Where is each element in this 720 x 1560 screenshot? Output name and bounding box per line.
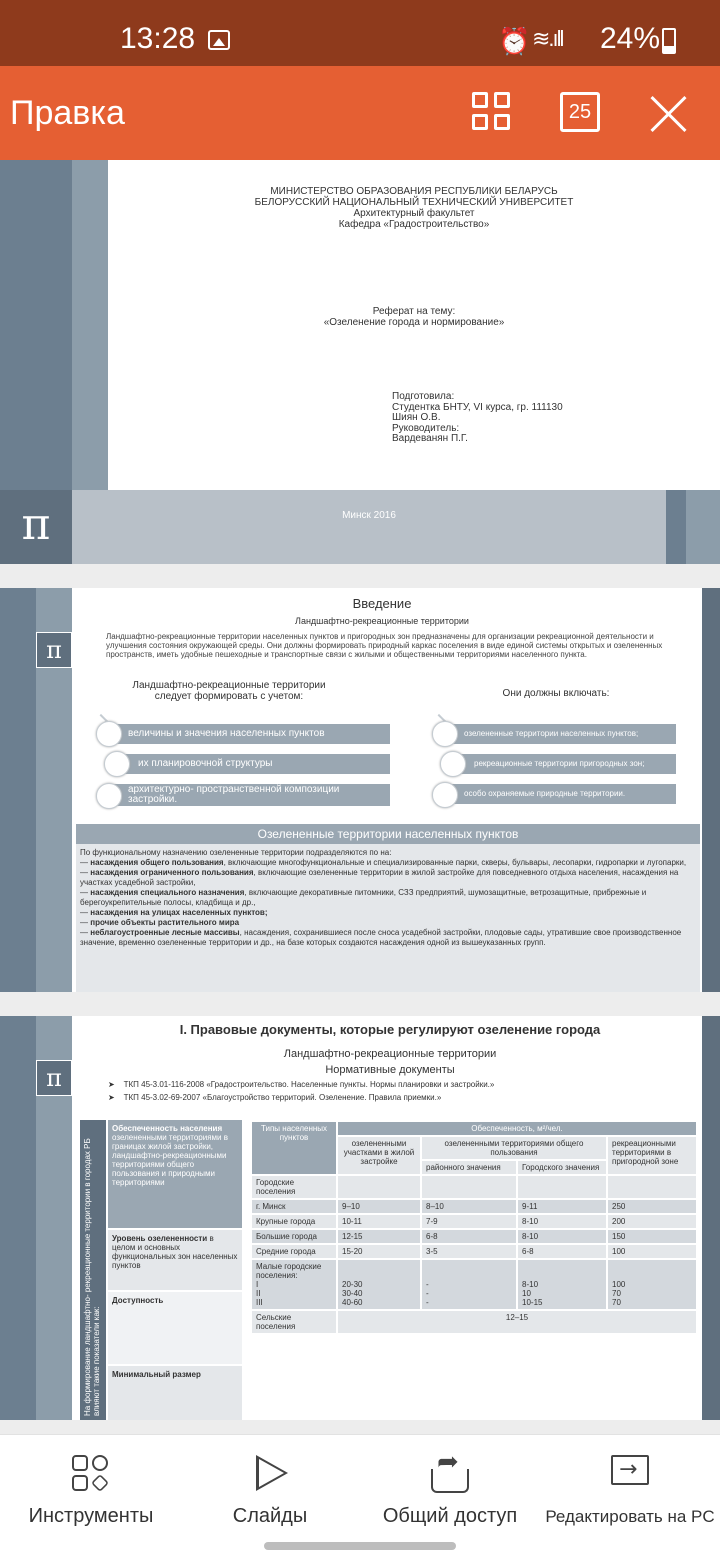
table-row: Сельские поселения 12–15: [251, 1310, 697, 1334]
ministry-block: [108, 186, 720, 230]
slide-3[interactable]: [0, 1016, 720, 1420]
col-header: Городского значения: [517, 1160, 607, 1175]
table-row: Средние города 15-20 3-5 6-8 100: [251, 1244, 697, 1259]
right-item: особо охраняемые природные территории.: [442, 784, 676, 804]
doc-bullet: ➤ ТКП 45-3.01-116-2008 «Градостроительство. Населенные пункты. Нормы планировки и застройки.»: [108, 1080, 495, 1089]
intro-text: Ландшафтно-рекреационные территории населенных пунктов и пригородных зон предназначены для организации рекреационной деятельности и улучшения состояния окружающей среды. Они должны формировать природный каркас поселения в виде единой системы открытых и озелененных пространств, иметь удобные пешеходные и транспортные связи с жилыми и общественными территориями населенного пункта.: [106, 632, 663, 659]
ministry-line: МИНИСТЕРСТВО ОБРАЗОВАНИЯ РЕСПУБЛИКИ БЕЛАРУСЬ: [270, 186, 558, 197]
decor-band: [72, 490, 666, 564]
ministry-line: Архитектурный факультет: [353, 208, 475, 219]
section-heading: Озелененные территории населенных пунктов: [76, 824, 700, 844]
bullet-circle-icon: [96, 721, 122, 747]
col-header: Типы населенных пунктов: [251, 1121, 337, 1175]
sign-line: Подготовила:: [392, 391, 455, 402]
decor-bar: [0, 588, 36, 992]
slide-subtitle: Нормативные документы: [325, 1064, 455, 1076]
table-row: г. Минск 9–10 8–10 9-11 250: [251, 1199, 697, 1214]
pi-logo-icon: π: [36, 632, 72, 668]
table-row: Большие города 12-15 6-8 8-10 150: [251, 1229, 697, 1244]
tools-label: Инструменты: [28, 1505, 154, 1527]
share-button[interactable]: [370, 1445, 530, 1545]
norms-table: [250, 1120, 698, 1335]
col-header: озелененными территориями общего пользования: [421, 1136, 607, 1160]
close-icon[interactable]: [648, 94, 688, 134]
col-header: Обеспеченность, м²/чел.: [337, 1121, 697, 1136]
signature-block: [392, 392, 563, 445]
topic-label: Реферат на тему:: [372, 306, 456, 317]
sign-line: Вардеванян П.Г.: [392, 433, 468, 444]
col-header: рекреационными территориями в пригородной зоне: [607, 1136, 697, 1175]
decor-bar: [686, 490, 720, 564]
table-row: Крупные города 10-11 7-9 8-10 200: [251, 1214, 697, 1229]
slide-1[interactable]: [0, 160, 720, 564]
slides-label: Слайды: [232, 1505, 308, 1527]
bullet-circle-icon: [432, 782, 458, 808]
slide-subtitle: Ландшафтно-рекреационные территории: [295, 616, 469, 626]
criterion: Обеспеченность населения озелененными территориями в границах жилой застройки, ландшафтно-рекреационными территориями общего пользования и природными территориями: [108, 1120, 242, 1228]
status-bar: [0, 0, 720, 66]
list-intro: По функциональному назначению озелененные территории подразделяются по на:: [80, 848, 392, 857]
edit-on-pc-label: Редактировать на PC: [545, 1507, 715, 1526]
bullet-circle-icon: [104, 751, 130, 777]
ministry-line: БЕЛОРУССКИЙ НАЦИОНАЛЬНЫЙ ТЕХНИЧЕСКИЙ УНИВЕРСИТЕТ: [254, 197, 574, 208]
wifi-icon: ≋.ıll: [532, 26, 563, 51]
decor-bar: [0, 160, 72, 490]
decor-bar: [702, 1016, 720, 1420]
alarm-icon: ⏰: [498, 26, 531, 56]
doc-bullet: ➤ ТКП 45-3.02-69-2007 «Благоустройство территорий. Озеленение. Правила приемки.»: [108, 1093, 442, 1102]
criterion: Минимальный размер: [108, 1366, 242, 1420]
sign-line: Студентка БНТУ, VI курса, гр. 111130: [392, 401, 563, 413]
decor-bar: [666, 490, 686, 564]
bullet-circle-icon: [440, 751, 466, 777]
sign-line: Шиян О.В.: [392, 412, 441, 423]
decor-bar: [72, 160, 108, 490]
bullet-circle-icon: [432, 721, 458, 747]
criterion: Доступность: [108, 1292, 242, 1364]
list-item: — прочие объекты растительного мира: [80, 918, 240, 927]
slide-2[interactable]: [0, 588, 720, 992]
status-time: 13:28: [120, 22, 196, 55]
app-bar: [0, 66, 720, 160]
pi-logo-icon: π: [0, 490, 72, 564]
list-item: — насаждения общего пользования, включающие многофункциональные и специализированные парки, скверы, бульвары, лесопарки, гидропарки и лугопарки,: [80, 858, 687, 867]
decor-bar: [702, 588, 720, 992]
slide-title: Введение: [352, 596, 412, 611]
home-indicator[interactable]: [264, 1542, 456, 1550]
left-item: архитектурно- пространственной композиции застройки.: [106, 784, 390, 806]
grid-view-icon[interactable]: [472, 92, 512, 132]
green-list: [76, 844, 700, 992]
decor-bar: [0, 1016, 36, 1420]
share-label: Общий доступ: [382, 1505, 518, 1527]
slide-subtitle: Ландшафтно-рекреационные территории: [283, 1048, 497, 1060]
image-icon: [208, 30, 230, 50]
list-item: — насаждения ограниченного пользования, включающие озелененные территории в жилой застройке для повседневного отдыха населения, насаждения на участках усадебной застройки,: [80, 868, 679, 887]
table-row: Городские поселения: [251, 1175, 697, 1199]
edit-on-pc-button[interactable]: [540, 1445, 720, 1545]
left-item: величины и значения населенных пунктов: [106, 724, 390, 744]
slide-title: I. Правовые документы, которые регулируют озеленение города: [179, 1022, 601, 1037]
vertical-label: На формирование ландшафтно- рекреационные территории в городах РБ влияют такие показатели как:: [80, 1120, 106, 1420]
left-heading: Ландшафтно-рекреационные территории следует формировать с учетом:: [132, 680, 326, 702]
battery-icon: [662, 28, 676, 54]
criterion: Уровень озелененности в целом и основных функциональных зон населенных пунктов: [108, 1230, 242, 1290]
topic-title: «Озеленение города и нормирование»: [323, 317, 505, 328]
right-item: рекреационные территории пригородных зон;: [452, 754, 676, 774]
share-icon: [431, 1469, 469, 1493]
pi-logo-icon: π: [36, 1060, 72, 1096]
page-count-button[interactable]: 25: [560, 92, 600, 132]
ministry-line: Кафедра «Градостроительство»: [338, 219, 490, 230]
sign-line: Руководитель:: [392, 422, 460, 434]
edit-on-pc-icon: [611, 1455, 649, 1485]
col-header: озелененными участками в жилой застройке: [337, 1136, 421, 1175]
city-year: Минск 2016: [342, 510, 396, 521]
slide-content: [76, 588, 700, 992]
tools-button[interactable]: [16, 1445, 166, 1545]
list-item: — насаждения специального назначения, включающие декоративные питомники, СЗЗ предприятий, шумозащитные, ветрозащитные, прибрежные и берегоукрепительные полосы, кладбища и др.,: [80, 888, 647, 907]
battery-text: 24%: [600, 22, 661, 55]
table-row: Малые городские поселения: I II III 20-30 30-40 40-60 - - - 8-10 10 10-15 100 70 70: [251, 1259, 697, 1310]
left-item: их планировочной структуры: [116, 754, 390, 774]
tools-icon: [72, 1455, 110, 1493]
list-item: — неблагоустроенные лесные массивы, насаждения, сохранившиеся после сноса усадебной застройки, плодовые сады, утратившие свое производственное значение, временно озелененные территории и др., на базе которых создаются насаждения одной из вышеуказанных групп.: [80, 928, 682, 947]
list-item: — насаждения на улицах населенных пунктов;: [80, 908, 268, 917]
topic-block: [108, 306, 720, 328]
play-icon: [256, 1455, 288, 1491]
bullet-circle-icon: [96, 783, 122, 809]
col-header: районного значения: [421, 1160, 517, 1175]
right-item: озелененные территории населенных пунктов;: [442, 724, 676, 744]
right-heading: Они должны включать:: [502, 688, 610, 699]
slides-button[interactable]: [200, 1445, 340, 1545]
app-title: Правка: [10, 94, 125, 132]
